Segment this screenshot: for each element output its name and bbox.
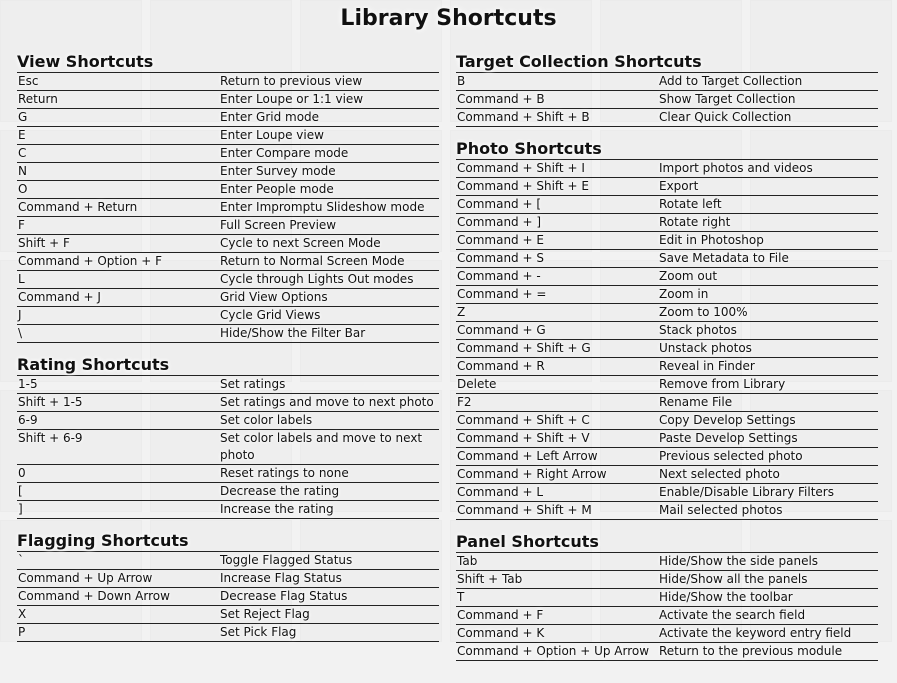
shortcut-row <box>456 109 878 127</box>
shortcut-key: 1-5 <box>18 377 38 391</box>
shortcut-table <box>17 375 439 519</box>
shortcut-key: Command + Shift + M <box>457 503 592 517</box>
shortcut-key: Command + Shift + V <box>457 431 590 445</box>
section-target-collection-shortcuts <box>456 52 878 127</box>
shortcut-key: F <box>18 218 25 232</box>
shortcut-row <box>456 268 878 286</box>
shortcut-description: Rotate right <box>659 215 731 229</box>
shortcut-key: Command + Shift + G <box>457 341 591 355</box>
shortcut-description: Edit in Photoshop <box>659 233 764 247</box>
shortcut-key: Command + G <box>457 323 546 337</box>
shortcut-description: Enter People mode <box>220 182 334 196</box>
shortcut-description: Return to previous view <box>220 74 363 88</box>
shortcut-table <box>17 551 439 642</box>
section-photo-shortcuts <box>456 139 878 520</box>
shortcut-description: Cycle through Lights Out modes <box>220 272 414 286</box>
shortcut-key: Tab <box>457 554 478 568</box>
shortcut-row <box>17 271 439 289</box>
shortcut-key: T <box>457 590 465 604</box>
shortcut-row <box>456 358 878 376</box>
shortcut-row <box>456 430 878 448</box>
shortcut-key: J <box>18 308 22 322</box>
shortcut-description: Zoom in <box>659 287 709 301</box>
shortcut-description: Reveal in Finder <box>659 359 755 373</box>
section-title: Photo Shortcuts <box>456 139 602 158</box>
shortcut-description: Decrease Flag Status <box>220 589 348 603</box>
section-title: Panel Shortcuts <box>456 532 599 551</box>
shortcut-key: \ <box>18 326 23 340</box>
shortcut-key: O <box>18 182 28 196</box>
shortcut-key: Command + Option + F <box>18 254 162 268</box>
shortcut-key: P <box>18 625 26 639</box>
shortcut-key: Command + Down Arrow <box>18 589 170 603</box>
shortcut-row <box>17 163 439 181</box>
shortcut-row <box>456 91 878 109</box>
shortcut-key: B <box>457 74 466 88</box>
shortcut-description: Clear Quick Collection <box>659 110 792 124</box>
shortcut-key: [ <box>18 484 23 498</box>
shortcut-row <box>456 322 878 340</box>
shortcut-row <box>17 430 439 465</box>
shortcut-row <box>456 214 878 232</box>
shortcut-description: Enable/Disable Library Filters <box>659 485 834 499</box>
shortcut-description: Zoom out <box>659 269 718 283</box>
shortcut-key: L <box>18 272 25 286</box>
shortcut-key: Command + L <box>457 485 544 499</box>
shortcut-description: Return to the previous module <box>659 644 843 658</box>
shortcut-key: Command + Right Arrow <box>457 467 607 481</box>
shortcut-key: Shift + Tab <box>457 572 523 586</box>
shortcut-key: Command + Shift + B <box>457 110 590 124</box>
shortcut-key: C <box>18 146 27 160</box>
shortcut-row <box>456 643 878 661</box>
shortcut-description: Increase the rating <box>220 502 334 516</box>
shortcut-row <box>456 466 878 484</box>
shortcut-description: Cycle to next Screen Mode <box>220 236 381 250</box>
shortcut-key: E <box>18 128 26 142</box>
shortcut-description: Return to Normal Screen Mode <box>220 254 405 268</box>
shortcut-row <box>456 484 878 502</box>
shortcut-description: Set Reject Flag <box>220 607 310 621</box>
shortcut-key: 0 <box>18 466 26 480</box>
shortcut-key: Command + [ <box>457 197 542 211</box>
shortcut-key: Command + B <box>457 92 545 106</box>
shortcut-key: Command + Shift + I <box>457 161 585 175</box>
shortcut-row <box>17 624 439 642</box>
shortcut-key: Return <box>18 92 58 106</box>
shortcut-key: Command + K <box>457 626 545 640</box>
shortcut-description: Add to Target Collection <box>659 74 803 88</box>
shortcut-description: Toggle Flagged Status <box>220 553 353 567</box>
shortcut-key: Command + - <box>457 269 541 283</box>
shortcut-row <box>17 501 439 519</box>
shortcut-key: Esc <box>18 74 39 88</box>
shortcut-key: Delete <box>457 377 497 391</box>
shortcut-row <box>17 109 439 127</box>
shortcut-key: ] <box>18 502 23 516</box>
shortcut-row <box>17 199 439 217</box>
section-panel-shortcuts <box>456 532 878 661</box>
shortcut-key: Command + R <box>457 359 545 373</box>
shortcut-description: Hide/Show the side panels <box>659 554 819 568</box>
right-column <box>456 52 878 673</box>
shortcut-description: Paste Develop Settings <box>659 431 798 445</box>
section-title: Flagging Shortcuts <box>17 531 189 550</box>
shortcut-row <box>17 253 439 271</box>
shortcut-row <box>17 127 439 145</box>
section-flagging-shortcuts <box>17 531 439 642</box>
shortcut-row <box>17 465 439 483</box>
shortcut-description: Grid View Options <box>220 290 328 304</box>
shortcut-description: Enter Loupe view <box>220 128 324 142</box>
shortcut-row <box>17 376 439 394</box>
shortcut-row <box>17 289 439 307</box>
shortcut-row <box>17 307 439 325</box>
shortcut-description: Set ratings and move to next photo <box>220 395 434 409</box>
shortcut-description: Rotate left <box>659 197 722 211</box>
shortcut-row <box>456 412 878 430</box>
shortcut-row <box>17 217 439 235</box>
shortcut-row <box>456 589 878 607</box>
shortcut-description: Unstack photos <box>659 341 752 355</box>
shortcut-row <box>456 178 878 196</box>
shortcut-row <box>456 394 878 412</box>
shortcut-description: Mail selected photos <box>659 503 783 517</box>
shortcut-description: Activate the search field <box>659 608 806 622</box>
shortcut-row <box>17 325 439 343</box>
shortcut-row <box>17 181 439 199</box>
shortcut-key: Command + Return <box>18 200 138 214</box>
shortcut-row <box>17 412 439 430</box>
shortcut-key: ` <box>18 553 24 567</box>
shortcut-key: Command + ] <box>457 215 542 229</box>
shortcut-description: Import photos and videos <box>659 161 813 175</box>
shortcut-description: Enter Impromptu Slideshow mode <box>220 200 425 214</box>
shortcut-key: Command + Shift + E <box>457 179 589 193</box>
shortcut-table <box>456 159 878 520</box>
shortcut-row <box>17 483 439 501</box>
shortcut-key: Command + Left Arrow <box>457 449 598 463</box>
shortcut-description: Remove from Library <box>659 377 786 391</box>
shortcut-description: Reset ratings to none <box>220 466 349 480</box>
shortcut-row <box>456 607 878 625</box>
shortcut-description: Enter Grid mode <box>220 110 320 124</box>
shortcut-description: Export <box>659 179 699 193</box>
shortcut-row <box>456 286 878 304</box>
shortcut-row <box>17 235 439 253</box>
shortcut-table <box>456 72 878 127</box>
shortcut-key: Shift + 1-5 <box>18 395 83 409</box>
left-column <box>17 52 439 654</box>
shortcut-row <box>17 552 439 570</box>
section-title: Target Collection Shortcuts <box>456 52 702 71</box>
section-title: Rating Shortcuts <box>17 355 170 374</box>
shortcut-description: Copy Develop Settings <box>659 413 796 427</box>
shortcut-description: Full Screen Preview <box>220 218 337 232</box>
shortcut-row <box>17 394 439 412</box>
shortcut-row <box>17 91 439 109</box>
shortcut-key: N <box>18 164 27 178</box>
shortcut-description: Zoom to 100% <box>659 305 748 319</box>
shortcut-row <box>456 304 878 322</box>
shortcut-key: F2 <box>457 395 472 409</box>
shortcut-key: G <box>18 110 28 124</box>
section-title: View Shortcuts <box>17 52 154 71</box>
shortcut-row <box>456 448 878 466</box>
shortcut-description: Save Metadata to File <box>659 251 789 265</box>
section-view-shortcuts <box>17 52 439 343</box>
shortcut-row <box>17 145 439 163</box>
shortcut-description: Decrease the rating <box>220 484 340 498</box>
section-rating-shortcuts <box>17 355 439 519</box>
shortcut-description: Enter Loupe or 1:1 view <box>220 92 364 106</box>
shortcut-table <box>456 552 878 661</box>
shortcut-description: Enter Survey mode <box>220 164 336 178</box>
shortcut-table <box>17 72 439 343</box>
shortcut-key: Command + Shift + C <box>457 413 590 427</box>
shortcut-row <box>456 376 878 394</box>
shortcut-description: Set Pick Flag <box>220 625 297 639</box>
shortcut-description: Previous selected photo <box>659 449 803 463</box>
shortcut-description: Show Target Collection <box>659 92 796 106</box>
shortcut-description: Rename File <box>659 395 733 409</box>
shortcut-row <box>456 196 878 214</box>
shortcut-description: Hide/Show the toolbar <box>659 590 793 604</box>
shortcut-row <box>456 160 878 178</box>
shortcut-key: Shift + F <box>18 236 70 250</box>
shortcut-description: Stack photos <box>659 323 737 337</box>
shortcut-key: Command + Option + Up Arrow <box>457 644 650 658</box>
shortcut-row <box>17 588 439 606</box>
shortcut-description: Activate the keyword entry field <box>659 626 852 640</box>
shortcut-key: Command + J <box>18 290 101 304</box>
shortcut-row <box>17 606 439 624</box>
shortcut-row <box>456 502 878 520</box>
shortcut-row <box>17 570 439 588</box>
shortcut-description: Next selected photo <box>659 467 780 481</box>
shortcut-key: Z <box>457 305 466 319</box>
shortcut-key: Shift + 6-9 <box>18 431 83 445</box>
shortcut-description: Enter Compare mode <box>220 146 349 160</box>
shortcut-row <box>456 625 878 643</box>
shortcut-row <box>456 73 878 91</box>
shortcut-key: Command + = <box>457 287 547 301</box>
shortcut-key: 6-9 <box>18 413 38 427</box>
shortcut-key: Command + Up Arrow <box>18 571 153 585</box>
shortcut-row <box>456 571 878 589</box>
shortcut-description: Set color labels <box>220 413 313 427</box>
shortcut-key: Command + E <box>457 233 544 247</box>
shortcut-description: Increase Flag Status <box>220 571 342 585</box>
shortcut-description: Hide/Show the Filter Bar <box>220 326 366 340</box>
shortcut-description: Hide/Show all the panels <box>659 572 808 586</box>
shortcut-description: Set color labels and move to next photo <box>220 431 423 462</box>
shortcut-key: Command + F <box>457 608 544 622</box>
shortcut-description: Set ratings <box>220 377 286 391</box>
shortcut-key: Command + S <box>457 251 544 265</box>
shortcut-key: X <box>18 607 27 621</box>
shortcut-row <box>456 250 878 268</box>
shortcut-row <box>17 73 439 91</box>
shortcut-description: Cycle Grid Views <box>220 308 321 322</box>
shortcut-row <box>456 553 878 571</box>
page-title: Library Shortcuts <box>340 6 557 31</box>
shortcut-row <box>456 340 878 358</box>
shortcut-row <box>456 232 878 250</box>
